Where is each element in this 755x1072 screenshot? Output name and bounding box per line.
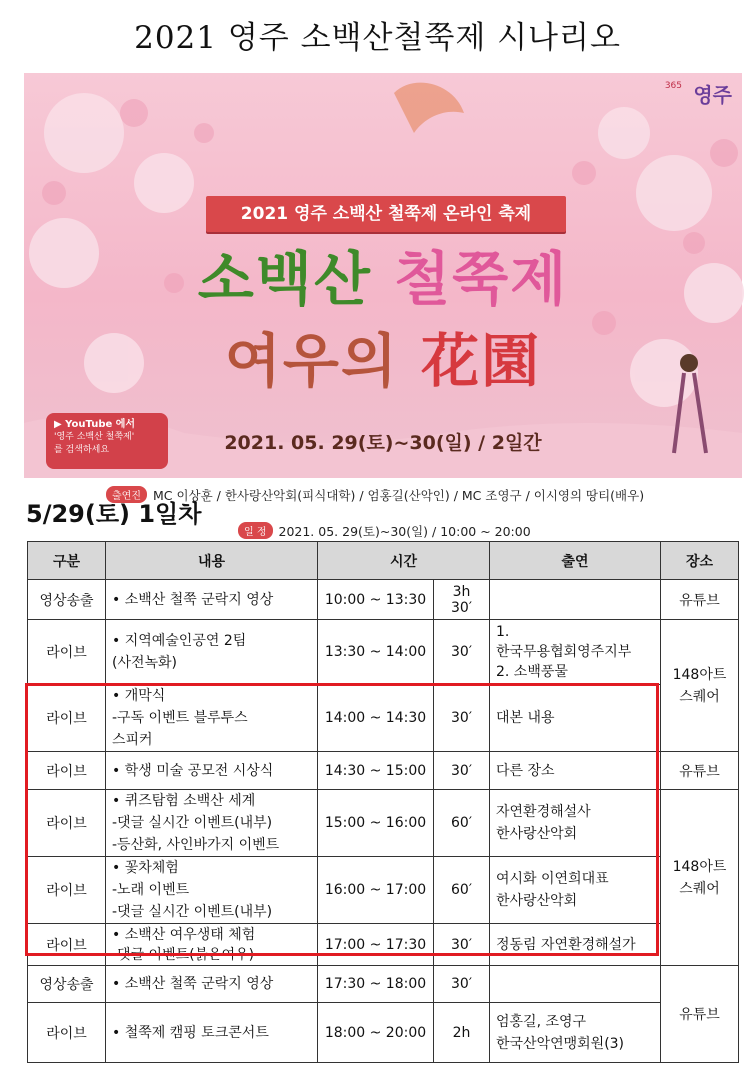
cell-duration: 2h xyxy=(434,1003,490,1063)
cast-line: 한국무용협회영주지부 xyxy=(496,644,632,660)
table-row xyxy=(28,580,739,620)
yeongju-logo: 영주 xyxy=(693,83,732,107)
cell-content xyxy=(106,620,318,685)
cell-duration: 30′ xyxy=(434,966,490,1003)
place-line: 148아트 xyxy=(672,666,727,683)
cast-line: 정동림 자연환경해설가 xyxy=(496,936,636,953)
place-line: 스퀘어 xyxy=(679,688,720,705)
table-row xyxy=(28,924,739,966)
cell-cast xyxy=(490,924,661,966)
table-row xyxy=(28,966,739,1003)
cell-cast xyxy=(490,620,661,685)
cell-type: 라이브 xyxy=(28,857,106,924)
cell-place xyxy=(661,790,739,966)
header-content: 내용 xyxy=(106,542,318,580)
cell-cast xyxy=(490,1003,661,1063)
cell-time: 17:00 ~ 17:30 xyxy=(318,924,434,966)
cell-time: 14:30 ~ 15:00 xyxy=(318,752,434,790)
headline-sobaeksan: 소백산 xyxy=(197,245,372,313)
youtube-search-term: '영주 소백산 철쭉제' xyxy=(54,432,135,442)
cell-cast xyxy=(490,790,661,857)
cell-content xyxy=(106,580,318,620)
table-row xyxy=(28,685,739,752)
cell-place: 유튜브 xyxy=(661,752,739,790)
document-title: 2021 영주 소백산철쭉제 시나리오 xyxy=(134,20,621,56)
schedule-table xyxy=(27,541,739,1063)
cell-type: 라이브 xyxy=(28,685,106,752)
table-row xyxy=(28,620,739,685)
content-line: -구독 이벤트 블루투스 xyxy=(112,710,248,726)
cell-type: 영상송출 xyxy=(28,966,106,1003)
cell-duration: 30′ xyxy=(434,620,490,685)
content-line: • 소백산 철쭉 군락지 영상 xyxy=(112,976,274,992)
cell-duration: 3h 30′ xyxy=(434,580,490,620)
cell-duration: 60′ xyxy=(434,790,490,857)
poster-date: 2021. 05. 29(토)~30(일) / 2일간 xyxy=(224,432,542,454)
cell-time: 15:00 ~ 16:00 xyxy=(318,790,434,857)
cell-cast xyxy=(490,966,661,1003)
cell-content xyxy=(106,1003,318,1063)
cast-line: 2. 소백풍물 xyxy=(496,664,568,680)
header-cast: 출연 xyxy=(490,542,661,580)
content-line: -노래 이벤트 xyxy=(112,882,190,898)
poster-headline-2 xyxy=(24,328,742,394)
cell-cast xyxy=(490,857,661,924)
cast-list: MC 이상훈 / 한사랑산악회(피식대학) / 엄홍길(산악인) / MC 조영구 / 이시영의 땅티(배우) xyxy=(152,488,645,503)
cast-line: 1. xyxy=(496,624,510,640)
cell-time: 10:00 ~ 13:30 xyxy=(318,580,434,620)
logo-badge: 365 xyxy=(664,81,682,91)
content-line: • 학생 미술 공모전 시상식 xyxy=(112,762,274,779)
cast-line: 다른 장소 xyxy=(496,762,555,779)
table-row xyxy=(28,752,739,790)
cell-content xyxy=(106,752,318,790)
cell-duration: 60′ xyxy=(434,857,490,924)
cell-type: 라이브 xyxy=(28,924,106,966)
cell-content xyxy=(106,966,318,1003)
cell-content xyxy=(106,857,318,924)
poster-headline-1 xyxy=(24,246,742,312)
header-place: 장소 xyxy=(661,542,739,580)
cell-time: 13:30 ~ 14:00 xyxy=(318,620,434,685)
content-line: • 개막식 xyxy=(112,688,166,704)
schedule-text: 2021. 05. 29(토)~30(일) / 10:00 ~ 20:00 xyxy=(278,524,531,539)
cell-type: 라이브 xyxy=(28,1003,106,1063)
poster-schedule xyxy=(238,522,531,540)
place-line: 148아트 xyxy=(672,858,727,875)
youtube-icon: ▶ YouTube 에서 xyxy=(54,419,136,430)
cell-content xyxy=(106,924,318,966)
place-line: 스퀘어 xyxy=(679,880,720,897)
table-header-row xyxy=(28,542,739,580)
content-line: 스피커 xyxy=(112,732,153,748)
cell-content xyxy=(106,790,318,857)
cell-duration: 30′ xyxy=(434,752,490,790)
cell-place: 유튜브 xyxy=(661,580,739,620)
headline-cheoljjukje: 철쭉제 xyxy=(394,245,569,313)
cell-time: 16:00 ~ 17:00 xyxy=(318,857,434,924)
cell-time: 14:00 ~ 14:30 xyxy=(318,685,434,752)
cell-type: 라이브 xyxy=(28,752,106,790)
cell-place xyxy=(661,620,739,752)
day-heading: 5/29(토) 1일차 xyxy=(26,500,202,528)
cell-type: 라이브 xyxy=(28,620,106,685)
cast-line: 엄홍길, 조영구 xyxy=(496,1013,587,1030)
poster-ribbon: 2021 영주 소백산 철쭉제 온라인 축제 xyxy=(206,196,566,232)
cast-line: 한국산악연맹회원(3) xyxy=(496,1035,625,1052)
content-line: (사전녹화) xyxy=(112,655,178,671)
content-line: • 퀴즈탐험 소백산 세계 xyxy=(112,793,256,809)
cell-time: 17:30 ~ 18:00 xyxy=(318,966,434,1003)
header-time: 시간 xyxy=(318,542,490,580)
content-line: -댓글 실시간 이벤트(내부) xyxy=(112,815,273,831)
cell-cast xyxy=(490,685,661,752)
headline-hwawon: 花園 xyxy=(421,327,542,395)
header-type: 구분 xyxy=(28,542,106,580)
cell-place: 유튜브 xyxy=(661,966,739,1063)
cast-tag: 출연진 xyxy=(106,486,147,503)
cell-type: 라이브 xyxy=(28,790,106,857)
content-line: • 소백산 여우생태 체험 xyxy=(112,926,256,943)
cell-duration: 30′ xyxy=(434,924,490,966)
content-line: -등산화, 사인바가지 이벤트 xyxy=(112,837,280,853)
content-line: • 꽃차체험 xyxy=(112,860,179,876)
table-row xyxy=(28,857,739,924)
youtube-instruction: 를 검색하세요 xyxy=(54,445,110,455)
headline-yeouui: 여우의 xyxy=(224,327,399,395)
content-line: -댓글 실시간 이벤트(내부) xyxy=(112,904,273,920)
cast-line: 자연환경해설사 xyxy=(496,804,591,820)
table-row xyxy=(28,790,739,857)
cast-line: 여시화 이연희대표 xyxy=(496,871,609,887)
cell-cast xyxy=(490,580,661,620)
cast-line: 한사랑산악회 xyxy=(496,826,578,842)
content-line: • 소백산 철쭉 군락지 영상 xyxy=(112,591,274,608)
schedule-tag: 일 정 xyxy=(238,522,273,539)
content-line: • 지역예술인공연 2팀 xyxy=(112,633,247,649)
table-row xyxy=(28,1003,739,1063)
content-line: -댓글 이벤트(붉은여우) xyxy=(112,946,255,963)
content-line: • 철쭉제 캠핑 토크콘서트 xyxy=(112,1024,269,1041)
cell-duration: 30′ xyxy=(434,685,490,752)
cell-time: 18:00 ~ 20:00 xyxy=(318,1003,434,1063)
cell-content xyxy=(106,685,318,752)
cast-line: 대본 내용 xyxy=(496,710,555,726)
cell-cast xyxy=(490,752,661,790)
cell-type: 영상송출 xyxy=(28,580,106,620)
cast-line: 한사랑산악회 xyxy=(496,893,578,909)
